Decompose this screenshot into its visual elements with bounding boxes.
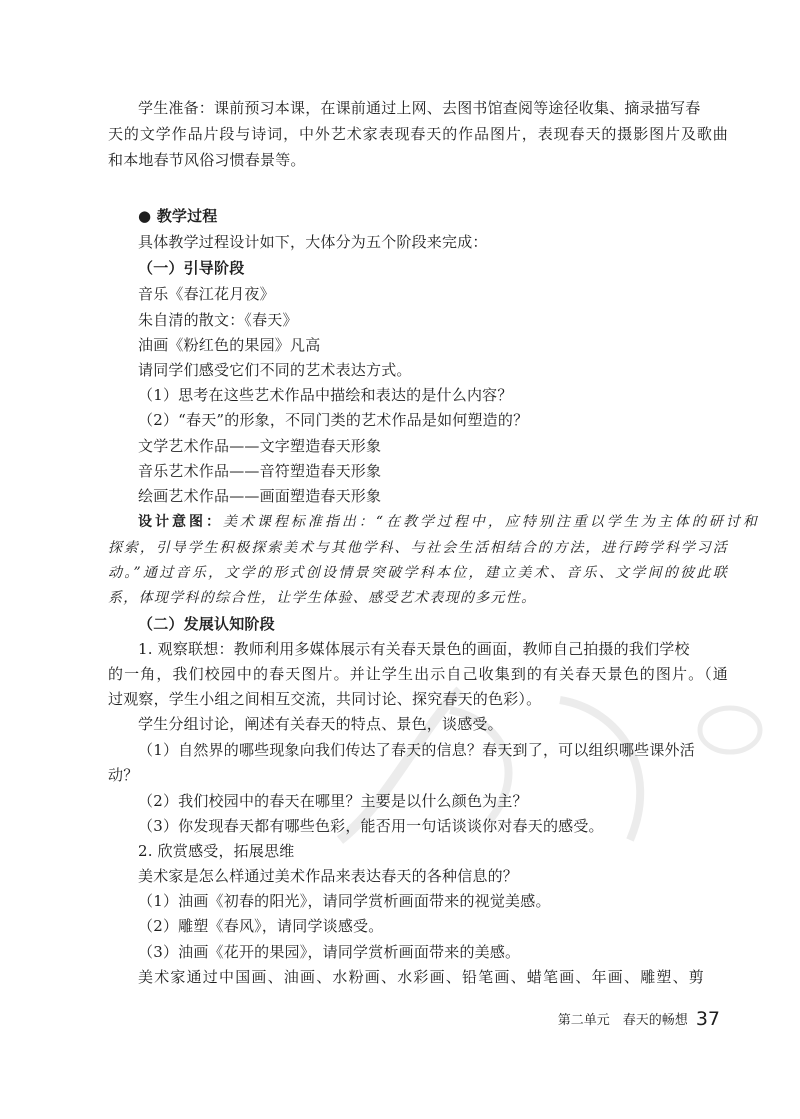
- stage-1-title: （一）引导阶段: [138, 259, 245, 277]
- observe-line-3: 过观察，学生小组之间相互交流，共同讨论、探究春天的色彩）。: [108, 690, 542, 708]
- discussion-q1-line-2: 动？: [108, 766, 139, 784]
- prompt-line: 请同学们感受它们不同的艺术表达方式。: [138, 361, 412, 379]
- media-line: 美术家通过中国画、油画、水粉画、水彩画、铅笔画、蜡笔画、年画、雕塑、剪: [138, 968, 706, 986]
- example-painting: 油画《粉红色的果园》凡高: [138, 336, 321, 354]
- discussion-q3: （3）你发现春天都有哪些色彩，能否用一句话谈谈你对春天的感受。: [138, 817, 604, 835]
- discussion-q1-line-1: （1）自然界的哪些现象向我们传达了春天的信息？春天到了，可以组织哪些课外活: [138, 741, 695, 759]
- discussion-line: 学生分组讨论，阐述有关春天的特点、景色，谈感受。: [138, 715, 503, 733]
- question-1: （1）思考在这些艺术作品中描绘和表达的是什么内容？: [138, 386, 513, 404]
- observe-line-2: 的一角，我们校园中的春天图片。并让学生出示自己收集到的有关春天景色的图片。（通: [108, 665, 728, 683]
- prep-line-3: 和本地春节风俗习惯春景等。: [108, 151, 306, 169]
- design-intent-line-4: 系，体现学科的综合性，让学生体验、感受艺术表现的多元性。: [108, 590, 537, 606]
- page-footer: [480, 1008, 720, 1030]
- stage-2-title: （二）发展认知阶段: [138, 615, 275, 633]
- unit-title: 第二单元 春天的畅想: [557, 1013, 688, 1028]
- artwork-3: （3）油画《花开的果园》，请同学赏析画面带来的美感。: [138, 943, 521, 961]
- design-intent-label: 设计意图：: [138, 514, 223, 530]
- discussion-q2: （2）我们校园中的春天在哪里？主要是以什么颜色为主？: [138, 792, 528, 810]
- prep-line-2: 天的文学作品片段与诗词，中外艺术家表现春天的作品图片，表现春天的摄影图片及歌曲: [108, 125, 728, 143]
- artwork-1: （1）油画《初春的阳光》，请同学赏析画面带来的视觉美感。: [138, 892, 551, 910]
- observe-line-1: 1. 观察联想：教师利用多媒体展示有关春天景色的画面，教师自己拍摄的我们学校: [138, 640, 690, 658]
- appreciation-question: 美术家是怎么样通过美术作品来表达春天的各种信息的？: [138, 867, 519, 885]
- appreciation-heading: 2. 欣赏感受，拓展思维: [138, 842, 295, 860]
- question-2: （2）“春天”的形象，不同门类的艺术作品是如何塑造的？: [138, 411, 529, 429]
- process-intro: 具体教学过程设计如下，大体分为五个阶段来完成：: [138, 233, 488, 251]
- design-intent-line-3: 动。”通过音乐，文学的形式创设情景突破学科本位，建立美术、音乐、文学间的彼此联: [108, 565, 728, 581]
- example-prose: 朱自清的散文：《春天》: [138, 311, 298, 329]
- music-line: 音乐艺术作品——音符塑造春天形象: [138, 462, 382, 480]
- prep-line-1: 学生准备：课前预习本课，在课前通过上网、去图书馆查阅等途径收集、摘录描写春: [138, 99, 701, 117]
- design-intent-line-2: 探索，引导学生积极探索美术与其他学科、与社会生活相结合的方法，进行跨学科学习活: [108, 540, 728, 556]
- literature-line: 文学艺术作品——文字塑造春天形象: [138, 437, 382, 455]
- design-intent-text-1: 美术课程标准指出：“在教学过程中，应特别注重以学生为主体的研讨和: [222, 514, 758, 530]
- design-intent-line-1: [138, 512, 758, 532]
- painting-line: 绘画艺术作品——画面塑造春天形象: [138, 487, 382, 505]
- example-music: 音乐《春江花月夜》: [138, 285, 275, 303]
- page-number: 37: [695, 1008, 720, 1030]
- section-heading: ● 教学过程: [138, 207, 218, 225]
- artwork-2: （2）雕塑《春风》，请同学谈感受。: [138, 917, 384, 935]
